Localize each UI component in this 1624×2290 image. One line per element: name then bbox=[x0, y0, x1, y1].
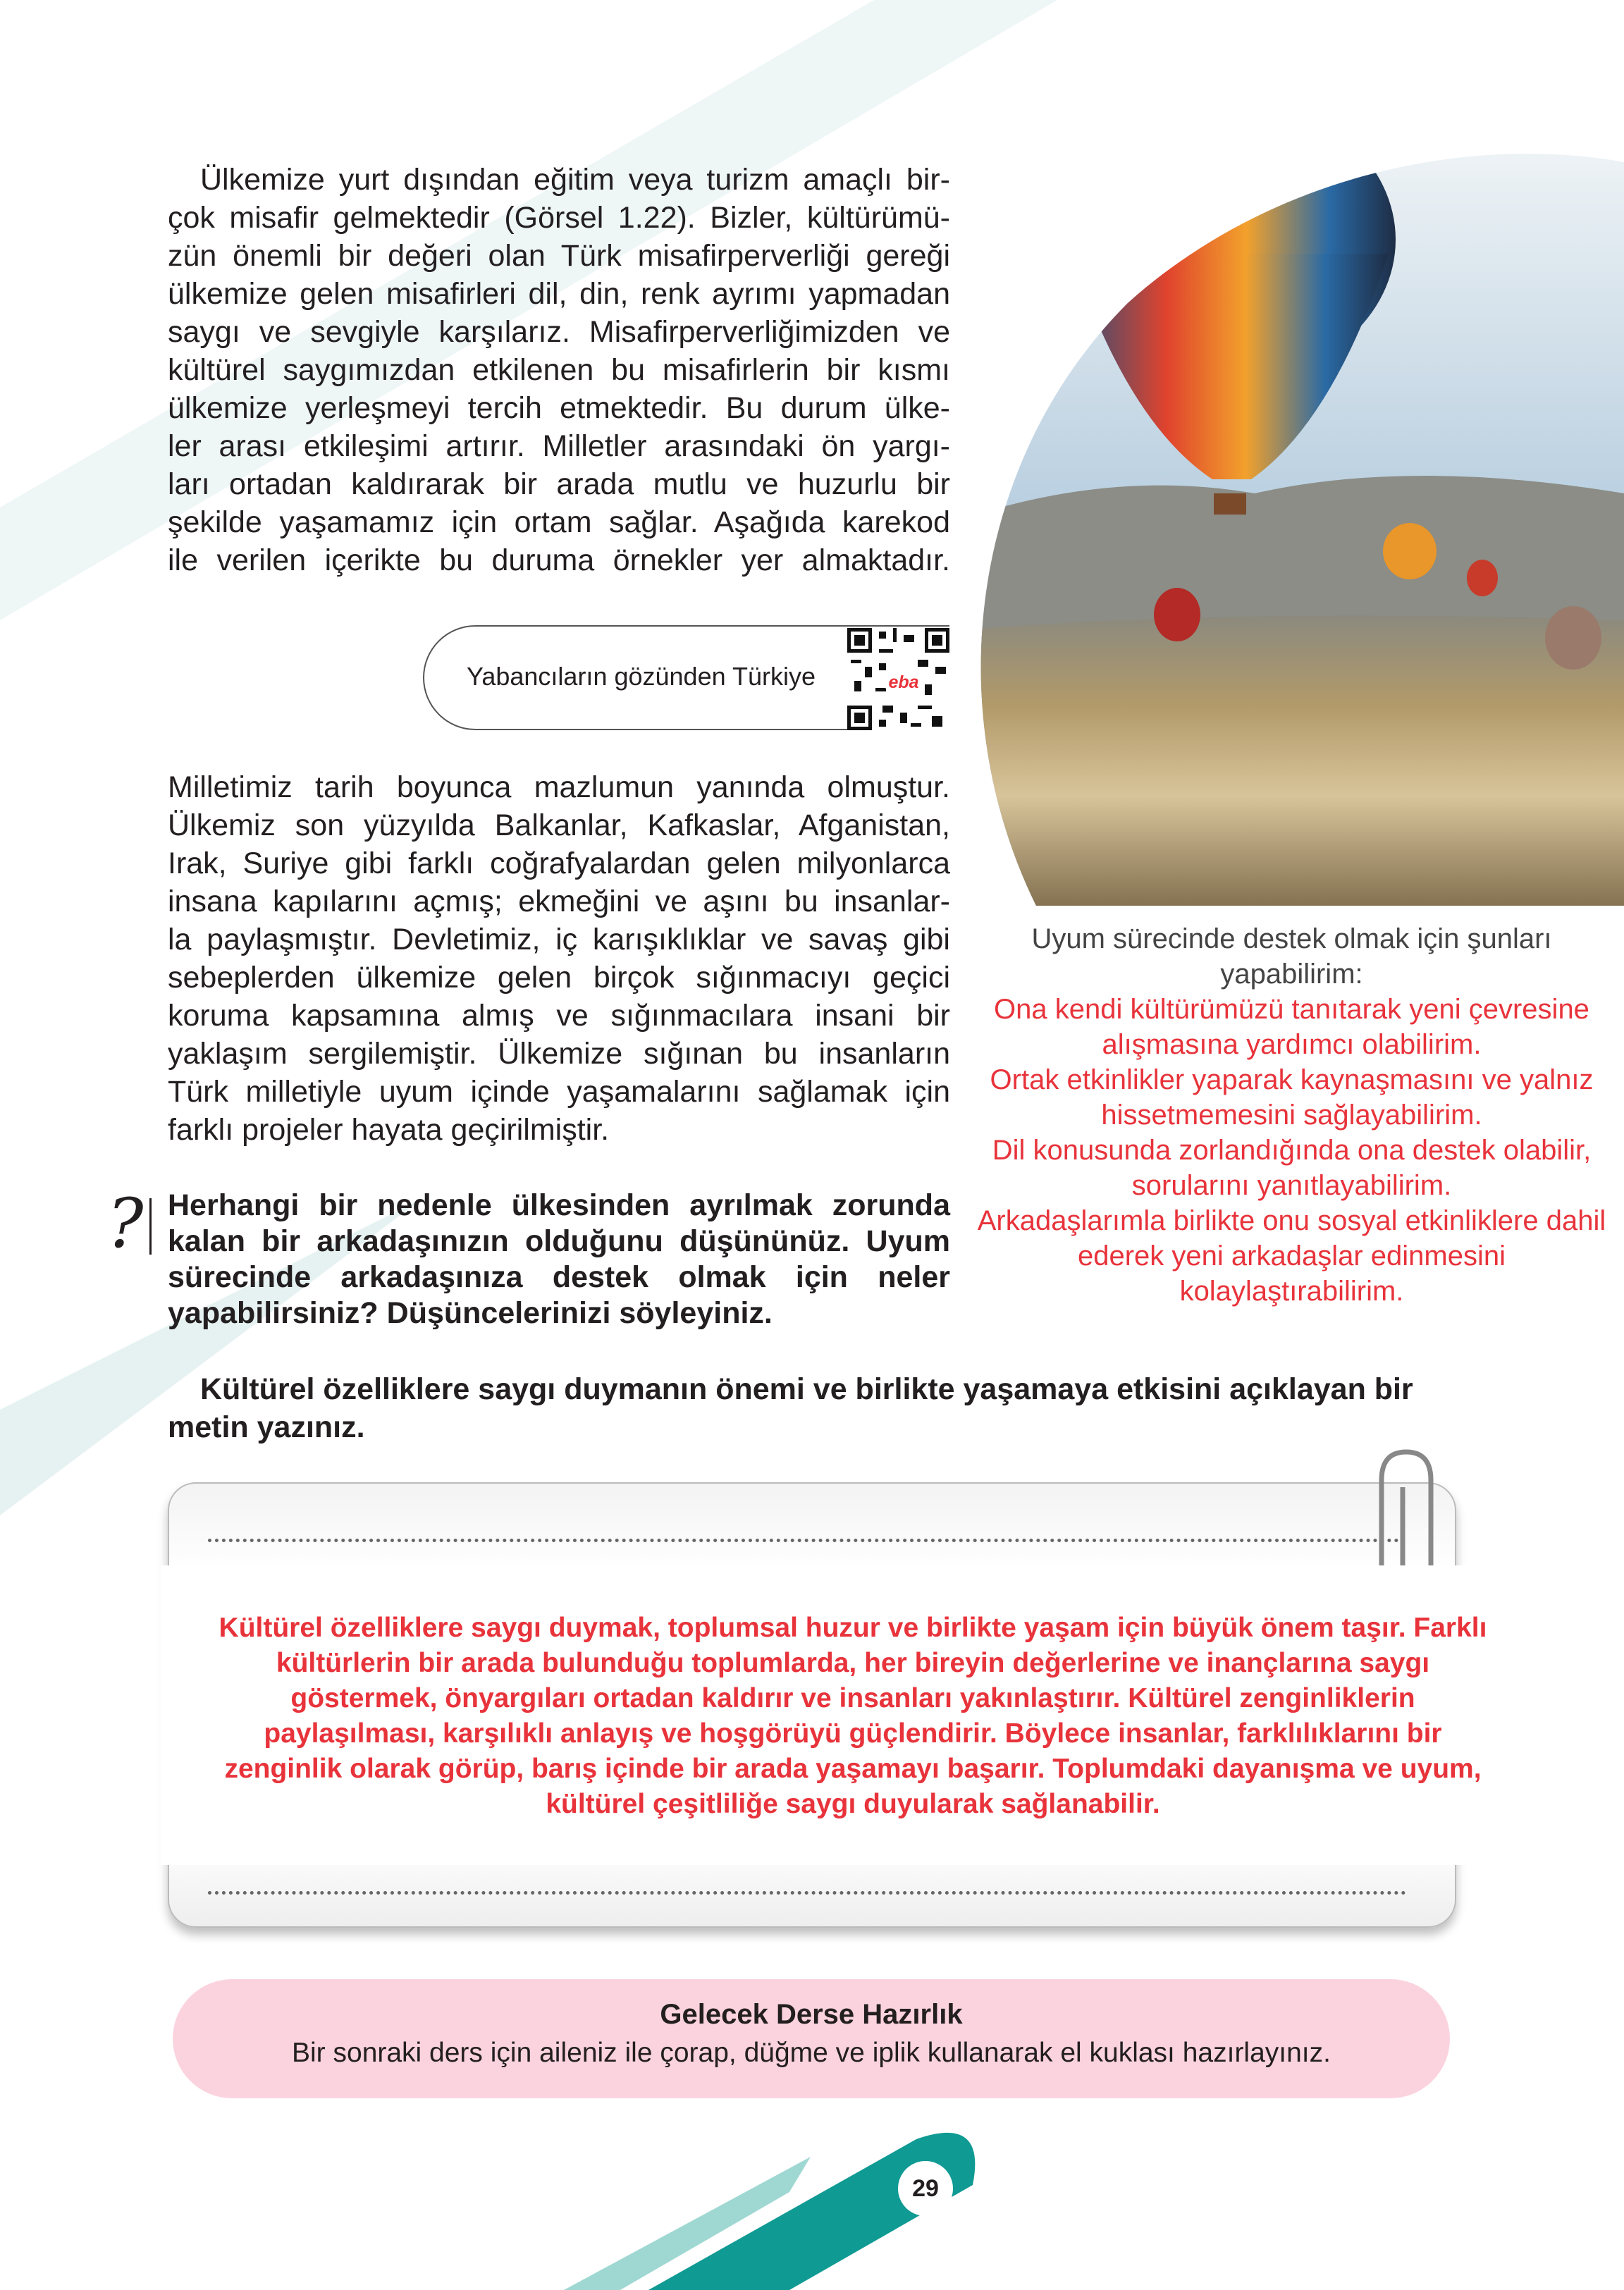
answer-line: hissetmemesini sağlayabilirim. bbox=[1101, 1100, 1482, 1131]
page-number: 29 bbox=[898, 2161, 953, 2216]
prompt-text: Kültürel özelliklere saygı duymanın önemi ve birlikte yaşamaya etkisini açıklayan bir metin yazınız. bbox=[168, 1372, 1413, 1444]
text-line: yaklaşım sergilemiştir. Ülkemize sığınan bu insanların bbox=[168, 1037, 950, 1071]
question-divider bbox=[149, 1198, 152, 1255]
paperclip-icon bbox=[1353, 1445, 1445, 1586]
answer-line: göstermek, önyargıları ortadan kaldırır ve insanları yakınlaştırır. Kültürel zenginliklerin bbox=[290, 1683, 1415, 1713]
hot-air-balloon-photo bbox=[916, 99, 1624, 916]
answer-line: kolaylaştırabilirim. bbox=[1179, 1276, 1404, 1307]
answer-line: sorularını yanıtlayabilirim. bbox=[1131, 1170, 1452, 1201]
dotted-writing-line bbox=[208, 1891, 1406, 1895]
next-lesson-title: Gelecek Derse Hazırlık bbox=[660, 1999, 963, 2030]
text-line: farklı projeler hayata geçirilmiştir. bbox=[168, 1113, 610, 1147]
text-line: Milletimiz tarih boyunca mazlumun yanında olmuştur. bbox=[168, 770, 950, 804]
text-line: çok misafir gelmektedir (Görsel 1.22). Bizler, kültürümü- bbox=[168, 201, 950, 235]
answer-line: kültürlerin bir arada bulunduğu toplumlarda, her bireyin değerlerine ve inançlarına saygı bbox=[276, 1648, 1430, 1678]
text-line: la paylaşmıştır. Devletimiz, iç karışıklıklar ve savaş gibi bbox=[168, 923, 950, 956]
answer-line: kültürel çeşitliliğe saygı duyularak sağlanabilir. bbox=[546, 1789, 1160, 1819]
answer-line: paylaşılması, karşılıklı anlayış ve hoşgörüyü güçlendirir. Böylece insanlar, farklılıklarını bir bbox=[264, 1718, 1442, 1749]
text-line: saygı ve sevgiyle karşılarız. Misafirperverliğimizden ve bbox=[168, 315, 950, 349]
text-line: Ülkemiz son yüzyılda Balkanlar, Kafkaslar, Afganistan, bbox=[168, 808, 950, 842]
text-line: insana kapılarını açmış; ekmeğini ve aşını bu insanlar- bbox=[168, 885, 950, 918]
discussion-question bbox=[168, 1188, 950, 1331]
text-line: kalan bir arkadaşınızın olduğunu düşününüz. Uyum bbox=[168, 1224, 950, 1258]
qr-code-box[interactable] bbox=[423, 625, 949, 730]
answer-line: Kültürel özelliklere saygı duymak, toplumsal huzur ve birlikte yaşam için büyük önem taşır. Farklı bbox=[219, 1613, 1487, 1643]
text-line: kültürel saygımızdan etkilenen bu misafirlerin bir kısmı bbox=[168, 353, 950, 387]
answer-heading: Uyum sürecinde destek olmak için şunları bbox=[1031, 923, 1552, 954]
text-line: yapabilirsiniz? Düşüncelerinizi söyleyiniz. bbox=[168, 1296, 773, 1330]
answer-line: Ona kendi kültürümüzü tanıtarak yeni çevresine bbox=[994, 994, 1589, 1025]
text-line: ülkemize gelen misafirleri dil, din, renk ayrımı yapmadan bbox=[168, 277, 950, 311]
answer-line: Ortak etkinlikler yaparak kaynaşmasını ve yalnız bbox=[990, 1064, 1594, 1095]
dotted-writing-line bbox=[208, 1539, 1406, 1542]
text-line: ülkemize yerleşmeyi tercih etmektedir. Bu durum ülke- bbox=[168, 391, 950, 425]
second-paragraph bbox=[168, 768, 950, 1149]
next-lesson-box bbox=[173, 1979, 1450, 2098]
answer-line: Arkadaşlarımla birlikte onu sosyal etkinliklere dahil bbox=[977, 1205, 1606, 1236]
text-line: Ülkemize yurt dışından eğitim veya turizm amaçlı bir- bbox=[200, 163, 950, 197]
writing-answer bbox=[161, 1565, 1545, 1865]
answer-line: alışmasına yardımcı olabilirim. bbox=[1102, 1029, 1482, 1060]
writing-prompt bbox=[168, 1370, 1465, 1446]
text-line: şekilde yaşamamız için ortam sağlar. Aşağıda karekod bbox=[168, 505, 950, 539]
answer-line: zenginlik olarak görüp, barış içinde bir arada yaşamayı başarır. Toplumdaki dayanışma ve uyum, bbox=[224, 1754, 1482, 1784]
text-line: Irak, Suriye gibi farklı coğrafyalardan gelen milyonlarca bbox=[168, 847, 950, 880]
answer-heading: yapabilirim: bbox=[1220, 959, 1363, 990]
question-answer-box bbox=[959, 913, 1624, 1358]
qr-code-icon[interactable] bbox=[847, 628, 949, 730]
text-line: Türk milletiyle uyum içinde yaşamalarını sağlamak için bbox=[168, 1075, 950, 1109]
text-line: sürecinde arkadaşınıza destek olmak için neler bbox=[168, 1260, 950, 1294]
text-line: zün önemli bir değeri olan Türk misafirperverliği gereği bbox=[168, 239, 950, 273]
text-line: sebeplerden ülkemize gelen birçok sığınmacıyı geçici bbox=[168, 961, 950, 995]
answer-line: ederek yeni arkadaşlar edinmesini bbox=[1078, 1241, 1506, 1272]
text-line: ler arası etkileşimi artırır. Milletler arasındaki ön yargı- bbox=[168, 429, 950, 463]
next-lesson-text: Bir sonraki ders için aileniz ile çorap, düğme ve iplik kullanarak el kuklası hazırlayınız. bbox=[292, 2038, 1331, 2068]
eba-logo: eba bbox=[888, 672, 919, 692]
text-line: koruma kapsamına almış ve sığınmacılara insani bir bbox=[168, 999, 950, 1033]
text-line: ile verilen içerikte bu duruma örnekler yer almaktadır. bbox=[168, 543, 950, 577]
answer-line: Dil konusunda zorlandığında ona destek olabilir, bbox=[992, 1135, 1592, 1166]
question-icon: ? bbox=[107, 1184, 144, 1263]
qr-label: Yabancıların gözünden Türkiye bbox=[467, 662, 816, 691]
text-line: Herhangi bir nedenle ülkesinden ayrılmak zorunda bbox=[168, 1188, 950, 1222]
intro-paragraph bbox=[168, 161, 950, 579]
text-line: ları ortadan kaldırarak bir arada mutlu ve huzurlu bir bbox=[168, 467, 950, 501]
